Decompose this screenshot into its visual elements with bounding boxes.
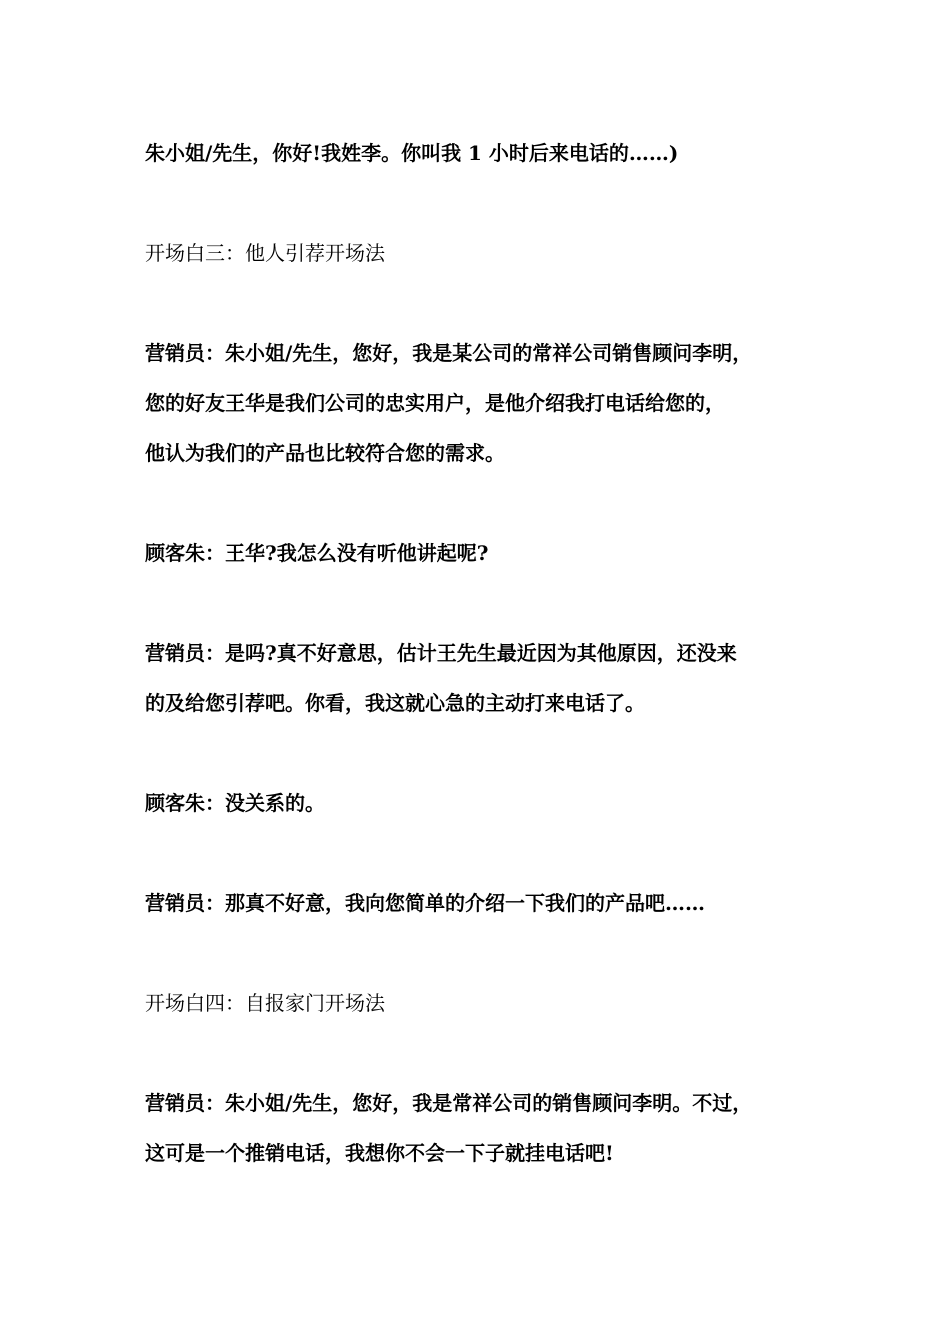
document-body [145,128,835,1228]
text-line: 这可是一个推销电话，我想你不会一下子就挂电话吧! [145,1141,614,1165]
text-line: 开场白三：他人引荐开场法 [145,241,385,265]
paragraph [145,1078,835,1178]
text-line: 营销员：那真不好意，我向您简单的介绍一下我们的产品吧…… [145,891,705,915]
paragraph [145,328,835,478]
section-heading [145,978,835,1028]
text-line: 的及给您引荐吧。你看，我这就心急的主动打来电话了。 [145,691,645,715]
text-line: 开场白四：自报家门开场法 [145,991,385,1015]
text-line: 他认为我们的产品也比较符合您的需求。 [145,441,505,465]
paragraph [145,878,835,928]
text-line: 营销员：是吗?真不好意思，估计王先生最近因为其他原因，还没来 [145,641,737,665]
text-line: 营销员：朱小姐/先生，您好，我是某公司的常祥公司销售顾问李明， [145,341,753,365]
paragraph [145,628,835,728]
text-line: 营销员：朱小姐/先生，您好，我是常祥公司的销售顾问李明。不过， [145,1091,753,1115]
text-line: 顾客朱：王华?我怎么没有听他讲起呢? [145,541,489,565]
text-line: 您的好友王华是我们公司的忠实用户，是他介绍我打电话给您的， [145,391,725,415]
section-heading [145,228,835,278]
paragraph [145,778,835,828]
text-line: 朱小姐/先生，你好!我姓李。你叫我 1 小时后来电话的……) [145,141,679,165]
paragraph [145,528,835,578]
text-line: 顾客朱：没关系的。 [145,791,325,815]
paragraph [145,128,835,178]
